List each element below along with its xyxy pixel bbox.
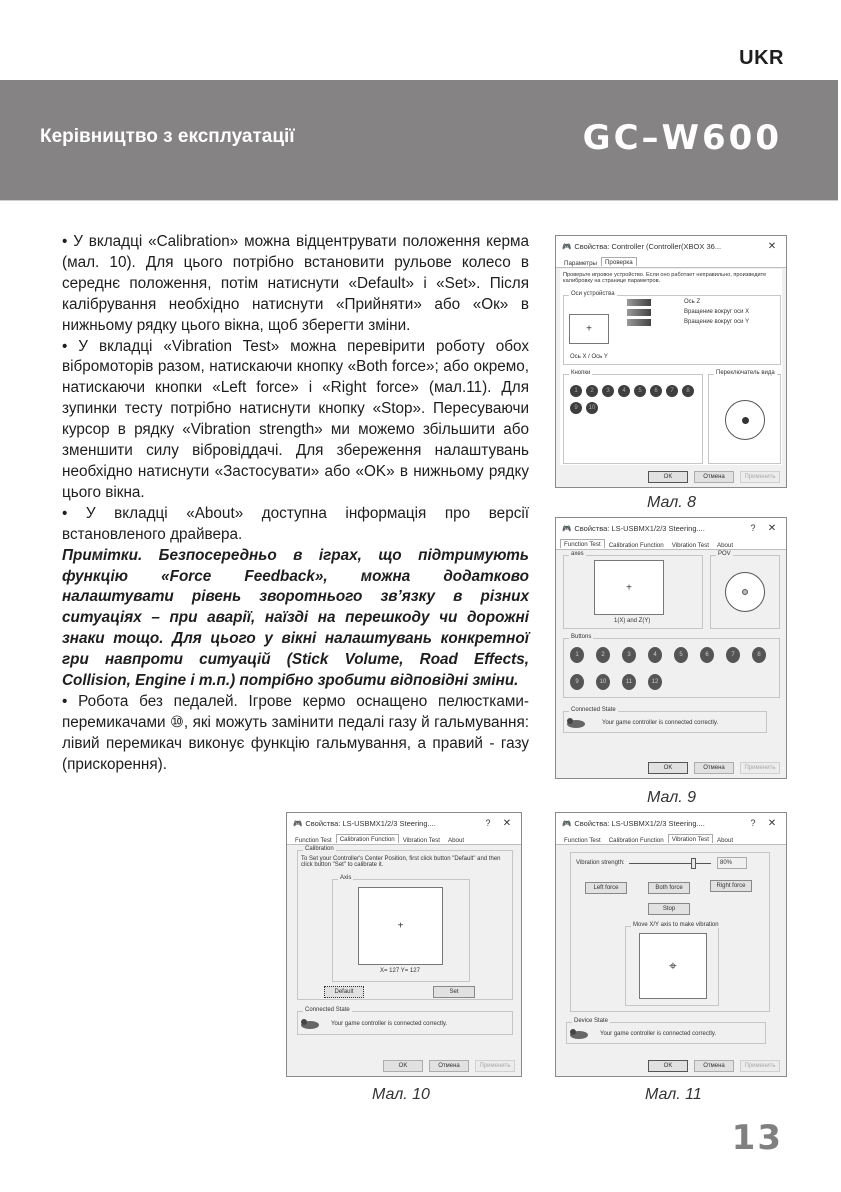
- stop-button[interactable]: Stop: [648, 903, 690, 915]
- axis-box: [358, 887, 443, 965]
- pov-circle: [725, 400, 765, 440]
- tab-calibration-function[interactable]: Calibration Function: [608, 542, 664, 549]
- close-icon[interactable]: ✕: [767, 522, 777, 534]
- axis-rx-label: Вращение вокруг оси X: [684, 309, 750, 315]
- tab-function-test[interactable]: Function Test: [560, 539, 605, 548]
- tab-about[interactable]: About: [716, 837, 734, 844]
- axes-group: [563, 291, 781, 365]
- dialog-footer: [648, 471, 780, 483]
- calibration-group: [297, 846, 513, 1000]
- axis-coordinates: X= 127 Y= 127: [380, 968, 420, 974]
- button-indicator-9: 9: [570, 402, 582, 414]
- connected-state-text: Your game controller is connected correctly.: [602, 720, 719, 726]
- close-icon[interactable]: ✕: [767, 240, 777, 252]
- xy-axis-box: [639, 933, 707, 999]
- tab-vibration-test[interactable]: Vibration Test: [668, 834, 713, 843]
- connected-state-label: Connected State: [571, 707, 616, 713]
- paragraph-pedals: • Робота без педалей. Ігрове кермо оснащено пелюстками-перемикачами ⑩, які можуть замінити педалі газу й гальмування: лівий перемикач виконує функцію гальмування, а правий - газу (прискорення).: [62, 692, 529, 773]
- axes-group-label: axes: [571, 551, 584, 557]
- dialog-fig11: [555, 812, 787, 1077]
- header-banner: [0, 80, 838, 201]
- cancel-button[interactable]: Отмена: [694, 1060, 734, 1072]
- move-axis-label: Move X/Y axis to make vibration: [633, 922, 719, 928]
- titlebar: [556, 813, 786, 833]
- paragraph-calibration: • У вкладці «Calibration» можна відцентрувати положення керма (мал. 10). Для цього потрібно встановити рульове колесо в середнє положення, потім натиснути «Default» і «Set». Після калібрування необхідно натиснути «Прийняти» або «Ок» в нижньому рядку цього вікна, щоб зберегти зміни.: [62, 233, 529, 334]
- button-indicator-8: 8: [752, 647, 766, 663]
- crosshair-icon: ⌖: [669, 957, 677, 974]
- manual-title: Керівництво з експлуатації: [40, 126, 295, 147]
- calibration-group-label: Calibration: [305, 846, 334, 852]
- button-indicator-4: 4: [648, 647, 662, 663]
- vibration-strength-label: Vibration strength:: [576, 860, 625, 866]
- ok-button[interactable]: OK: [648, 471, 688, 483]
- figure-caption-9: Мал. 9: [647, 789, 697, 806]
- pov-group: [710, 551, 780, 629]
- connected-state-text: Your game controller is connected correctly.: [331, 1021, 448, 1027]
- close-icon[interactable]: ✕: [502, 817, 512, 829]
- axes-group: [563, 551, 703, 629]
- close-icon[interactable]: ✕: [767, 817, 777, 829]
- tab-bar: [287, 833, 521, 845]
- tab-bar: [556, 538, 786, 550]
- button-indicator-1: 1: [570, 385, 582, 397]
- dialog-fig10: [286, 812, 522, 1077]
- language-label: UKR: [739, 47, 784, 69]
- ok-button[interactable]: OK: [383, 1060, 423, 1072]
- tab-function-test[interactable]: Function Test: [564, 837, 601, 844]
- button-indicator-6: 6: [650, 385, 662, 397]
- xy-axis-label: Ось X / Ось Y: [570, 354, 608, 360]
- dialog-footer: [383, 1060, 515, 1072]
- figure-caption-8: Мал. 8: [647, 494, 697, 511]
- tab-vibration-test[interactable]: Vibration Test: [402, 837, 440, 844]
- gamepad-icon: 🎮: [293, 818, 303, 828]
- button-indicator-7: 7: [666, 385, 678, 397]
- left-force-button[interactable]: Left force: [585, 882, 627, 894]
- buttons-group-label: Кнопки: [571, 370, 591, 376]
- tab-bar: [556, 833, 786, 845]
- button-indicator-10: 10: [596, 674, 610, 690]
- tab-check[interactable]: Проверка: [601, 257, 637, 266]
- pov-circle: [725, 572, 765, 612]
- dialog-footer: [648, 1060, 780, 1072]
- ok-button[interactable]: OK: [648, 1060, 688, 1072]
- tab-function-test[interactable]: Function Test: [295, 837, 332, 844]
- tab-content: [560, 551, 782, 756]
- button-indicator-5: 5: [634, 385, 646, 397]
- axes-group-label: Оси устройства: [571, 291, 615, 297]
- page-number: 13: [731, 1118, 783, 1158]
- gamepad-icon: 🎮: [562, 523, 572, 533]
- button-indicator-12: 12: [648, 674, 662, 690]
- help-icon[interactable]: ?: [750, 523, 756, 533]
- button-indicator-7: 7: [726, 647, 740, 663]
- tab-content: [560, 269, 782, 465]
- window-title: Свойства: Controller (Controller(XBOX 36...: [574, 241, 722, 251]
- vibration-group: [570, 852, 770, 1012]
- device-state-text: Your game controller is connected correctly.: [600, 1031, 717, 1037]
- button-indicator-9: 9: [570, 674, 584, 690]
- set-button[interactable]: Set: [433, 986, 475, 998]
- tab-about[interactable]: About: [716, 542, 734, 549]
- axis-z-label: Ось Z: [684, 299, 701, 305]
- model-name: GC–W600: [582, 118, 782, 158]
- cancel-button[interactable]: Отмена: [694, 471, 734, 483]
- cancel-button[interactable]: Отмена: [429, 1060, 469, 1072]
- axes-label: 1(X) and Z(Y): [614, 618, 651, 624]
- button-indicator-3: 3: [602, 385, 614, 397]
- dialog-fig8: [555, 235, 787, 488]
- apply-button[interactable]: Применить: [475, 1060, 515, 1072]
- buttons-group: [563, 370, 703, 464]
- titlebar: [287, 813, 521, 833]
- crosshair-icon: +: [397, 920, 404, 932]
- dialog-footer: [648, 762, 780, 774]
- move-axis-group: [625, 922, 719, 1006]
- crosshair-icon: +: [626, 582, 632, 593]
- note-paragraph: Примітки. Безпосередньо в іграх, що підтримують функцію «Force Feedback», можна додатково налаштувати рівень зворотнього зв’язку в різних ситуаціях – при аварії, наїзді на перешкоду чи дорожні знаки тощо. Для цього у вікні налаштувань конкретної гри навпроти ситуацій (Stick Volume, Road Effects, Collision, Engine і т.п.) потрібно зробити відповідні зміни.: [62, 546, 529, 690]
- axis-group-label: Axis: [340, 875, 352, 881]
- button-indicator-5: 5: [674, 647, 688, 663]
- axis-bar-ry: [627, 319, 651, 326]
- device-state-label: Device State: [574, 1018, 609, 1024]
- window-title: Свойства: LS-USBMX1/2/3 Steering....: [305, 818, 436, 828]
- tab-content: [560, 846, 782, 1054]
- gamepad-icon: 🎮: [562, 241, 572, 251]
- button-indicator-3: 3: [622, 647, 636, 663]
- axis-group: [332, 875, 470, 982]
- both-force-button[interactable]: Both force: [648, 882, 690, 894]
- right-force-button[interactable]: Right force: [710, 880, 752, 892]
- tab-parameters[interactable]: Параметры: [564, 260, 597, 267]
- figure-caption-11: Мал. 11: [645, 1086, 702, 1103]
- axis-bar-z: [627, 299, 651, 306]
- device-state-group: [566, 1018, 766, 1044]
- tab-calibration-function[interactable]: Calibration Function: [608, 837, 664, 844]
- ok-button[interactable]: OK: [648, 762, 688, 774]
- apply-button[interactable]: Применить: [740, 471, 780, 483]
- gamepad-icon: [569, 1028, 589, 1040]
- tab-content: [291, 846, 517, 1054]
- figure-caption-10: Мал. 10: [372, 1086, 430, 1103]
- connected-state-label: Connected State: [305, 1007, 350, 1013]
- body-text: [62, 232, 529, 776]
- button-indicator-11: 11: [622, 674, 636, 690]
- gamepad-icon: [566, 717, 586, 729]
- window-title: Свойства: LS-USBMX1/2/3 Steering....: [574, 523, 705, 533]
- help-icon[interactable]: ?: [750, 818, 756, 828]
- tab-calibration-function[interactable]: Calibration Function: [336, 834, 399, 843]
- connected-state-group: [297, 1007, 513, 1035]
- window-title: Свойства: LS-USBMX1/2/3 Steering....: [574, 818, 705, 828]
- titlebar: [556, 518, 786, 538]
- crosshair-icon: +: [586, 323, 592, 335]
- button-indicator-10: 10: [586, 402, 598, 414]
- paragraph-about: • У вкладці «About» доступна інформація про версії встановленого драйвера.: [62, 504, 529, 543]
- axes-box: [594, 560, 664, 615]
- vibration-strength-value: 80%: [717, 857, 747, 869]
- tab-vibration-test[interactable]: Vibration Test: [671, 542, 709, 549]
- help-icon[interactable]: ?: [485, 818, 491, 828]
- calibration-instruction: To Set your Controller's Center Position, first click button "Default" and then click button "Set" to calibrate it.: [301, 856, 501, 868]
- apply-button[interactable]: Применить: [740, 1060, 780, 1072]
- axis-ry-label: Вращение вокруг оси Y: [684, 319, 750, 325]
- buttons-group-label: Buttons: [571, 634, 592, 640]
- button-indicator-1: 1: [570, 647, 584, 663]
- button-indicator-6: 6: [700, 647, 714, 663]
- titlebar: [556, 236, 786, 256]
- axis-bar-rx: [627, 309, 651, 316]
- buttons-group: [563, 634, 780, 698]
- connected-state-group: [563, 707, 767, 733]
- tab-about[interactable]: About: [447, 837, 465, 844]
- pov-group: [708, 370, 781, 464]
- pov-group-label: Переключатель вида: [716, 370, 775, 376]
- dialog-fig9: [555, 517, 787, 779]
- cancel-button[interactable]: Отмена: [694, 762, 734, 774]
- tab-bar: [556, 256, 786, 268]
- paragraph-vibration: • У вкладці «Vibration Test» можна перевірити роботу обох вібромоторів разом, натискаючи кнопку «Both force»; або окремо, натискаючи кнопки «Left force» і «Right force» (мал.11). Для зупинки тесту потрібно натиснути кнопку «Stop». Пересуваючи курсор в рядку «Vibration strength» ми можемо збільшити або зменшити силу вібровіддачі. Для збереження налаштувань необхідно натиснути «Застосувати» або «OK» в нижньому рядку цього вікна.: [62, 337, 529, 501]
- button-indicator-4: 4: [618, 385, 630, 397]
- vibration-strength-slider[interactable]: [629, 863, 711, 864]
- apply-button[interactable]: Применить: [740, 762, 780, 774]
- default-button[interactable]: Default: [324, 986, 364, 998]
- button-indicator-2: 2: [586, 385, 598, 397]
- gamepad-icon: 🎮: [562, 818, 572, 828]
- slider-thumb[interactable]: [691, 858, 696, 869]
- pov-group-label: POV: [718, 551, 731, 557]
- button-indicator-8: 8: [682, 385, 694, 397]
- gamepad-icon: [300, 1018, 320, 1030]
- xy-axis-box: [569, 314, 609, 344]
- instruction-text: Проверьте игровое устройство. Если оно работает неправильно, произведите калибровку на странице параметров.: [563, 272, 767, 284]
- button-indicator-2: 2: [596, 647, 610, 663]
